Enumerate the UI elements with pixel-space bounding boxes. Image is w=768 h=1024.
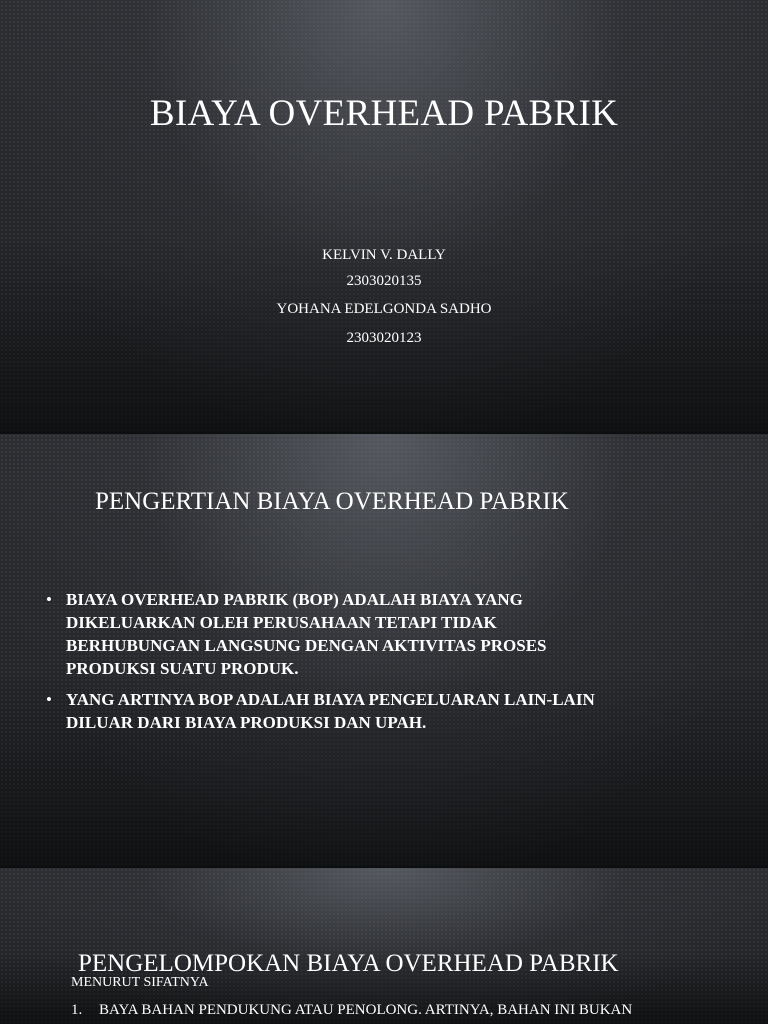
author-id: 2303020135 (346, 273, 422, 289)
bullet-text: BIAYA OVERHEAD PABRIK (BOP) ADALAH BIAYA YANG DIKELUARKAN OLEH PERUSAHAAN TETAPI TIDAK BERHUBUNGAN LANGSUNG DENGAN AKTIVITAS PROSES PRODUKSI SUATU PRODUK. (66, 590, 547, 678)
bullet-icon: • (46, 690, 52, 709)
item-number: 1. (71, 1002, 83, 1018)
classification-slide (0, 868, 768, 1024)
bullet-list (44, 588, 634, 742)
bullet-item (44, 688, 634, 734)
bullet-text: YANG ARTINYA BOP ADALAH BIAYA PENGELUARAN LAIN-LAIN DILUAR DARI BIAYA PRODUKSI DAN UPAH. (66, 690, 595, 732)
bullet-icon: • (46, 590, 52, 609)
author-id: 2303020123 (346, 330, 422, 346)
presentation-title: BIAYA OVERHEAD PABRIK (149, 93, 619, 134)
author-name: YOHANA EDELGONDA SADHO (276, 301, 492, 317)
slide-heading: PENGELOMPOKAN BIAYA OVERHEAD PABRIK (78, 950, 619, 977)
author-name: KELVIN V. DALLY (322, 247, 446, 263)
bullet-item (44, 588, 634, 680)
slide-subheading: MENURUT SIFATNYA (71, 975, 209, 990)
slide-heading: PENGERTIAN BIAYA OVERHEAD PABRIK (95, 488, 569, 515)
title-slide (0, 0, 768, 432)
definition-slide (0, 434, 768, 866)
item-text: BAYA BAHAN PENDUKUNG ATAU PENOLONG. ARTINYA, BAHAN INI BUKAN (99, 1002, 633, 1018)
numbered-item (71, 1002, 632, 1019)
